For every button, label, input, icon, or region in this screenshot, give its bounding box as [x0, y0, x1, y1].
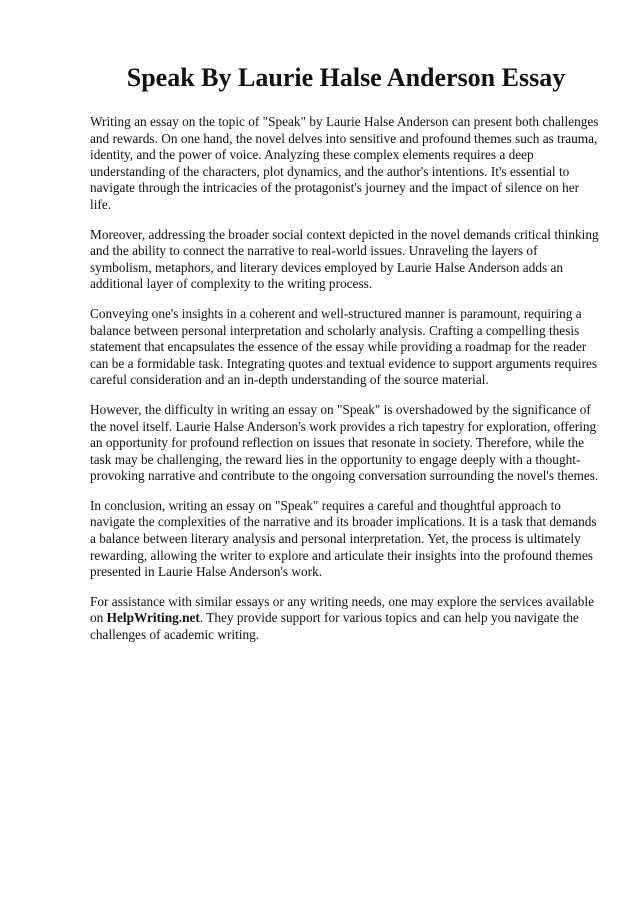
paragraph-significance: However, the difficulty in writing an essay on "Speak" is overshadowed by the significance of the novel itself. Laurie Halse Anderson's work provides a rich tapestry for exploration, offering an opportunity for profound reflection on issues that resonate in society. Therefore, while the task may be challenging, the reward lies in the opportunity to engage deeply with a thought-provoking narrative and contribute to the ongoing conversation surrounding the novel's themes. [90, 401, 599, 484]
assistance-text-after: . They provide support for various topics and can help you navigate the challenges of academic writing. [90, 610, 579, 643]
paragraph-conclusion: In conclusion, writing an essay on "Speak" requires a careful and thoughtful approach to navigate the complexities of the narrative and its broader implications. It is a task that demands a balance between literary analysis and personal interpretation. Yet, the process is ultimately rewarding, allowing the writer to explore and articulate their insights into the profound themes presented in Laurie Halse Anderson's work. [90, 497, 597, 580]
helpwriting-link[interactable]: HelpWriting.net [106, 610, 200, 626]
paragraph-social-context: Moreover, addressing the broader social context depicted in the novel demands critical thinking and the ability to connect the narrative to real-world issues. Unraveling the layers of symbolism, metaphors, and literary devices employed by Laurie Halse Anderson adds an additional layer of complexity to the writing process. [90, 226, 599, 292]
assistance-text-before: For assistance with similar essays or any writing needs, one may explore the services available on [90, 593, 595, 626]
paragraph-conveying-insights: Conveying one's insights in a coherent and well-structured manner is paramount, requiring a balance between personal interpretation and scholarly analysis. Crafting a compelling thesis statement that encapsulates the essence of the essay while providing a roadmap for the reader can be a formidable task. Integrating quotes and textual evidence to support arguments requires careful consideration and an in-depth understanding of the source material. [90, 305, 598, 388]
paragraph-intro: Writing an essay on the topic of "Speak" by Laurie Halse Anderson can present both challenges and rewards. On one hand, the novel delves into sensitive and profound themes such as trauma, identity, and the power of voice. Analyzing these complex elements requires a deep understanding of the characters, plot dynamics, and the author's intentions. It's essential to navigate through the intricacies of the protagonist's journey and the impact of silence on her life. [90, 114, 599, 212]
document-title: Speak By Laurie Halse Anderson Essay [126, 63, 566, 92]
paragraph-assistance [90, 594, 602, 644]
document-page [90, 62, 602, 657]
